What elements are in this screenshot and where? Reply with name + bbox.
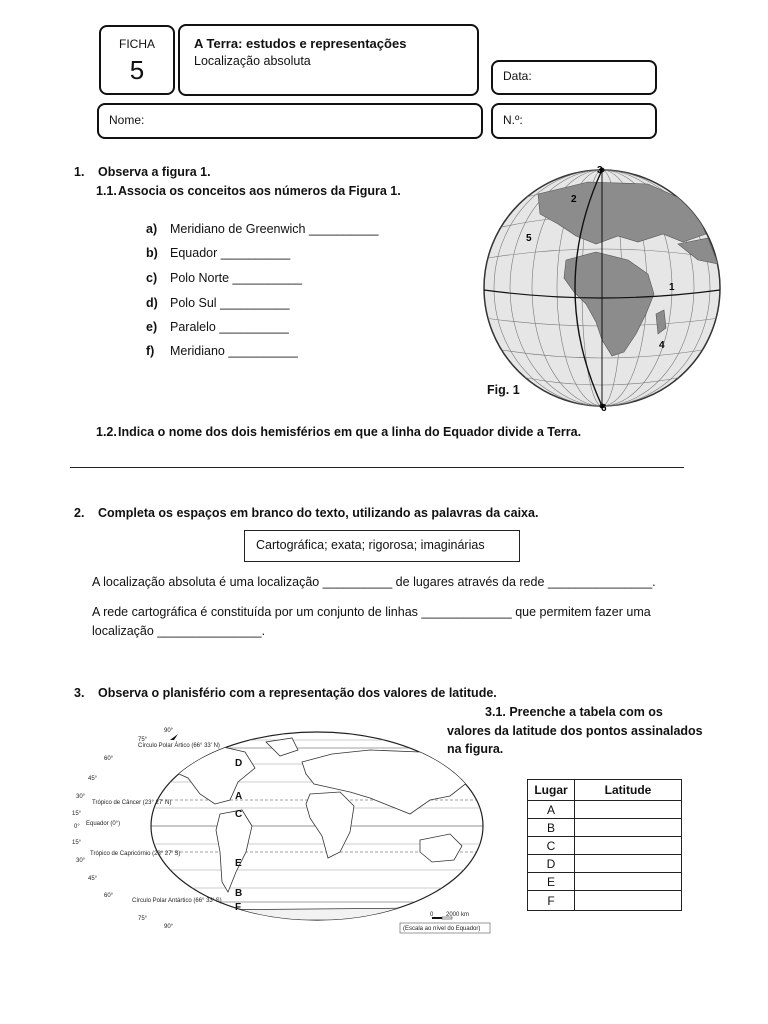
table-row bbox=[528, 837, 682, 855]
lat-label: 75° bbox=[138, 916, 148, 922]
option-f bbox=[146, 344, 298, 358]
latitude-cell[interactable] bbox=[575, 873, 682, 891]
option-letter: e) bbox=[146, 320, 158, 334]
q1-1-text: Associa os conceitos aos números da Figura 1. bbox=[118, 184, 401, 198]
latitude-cell[interactable] bbox=[575, 837, 682, 855]
lat-label: 60° bbox=[104, 893, 114, 899]
table-row bbox=[528, 891, 682, 911]
point-label: F bbox=[235, 902, 242, 913]
globe-label-1: 1 bbox=[669, 282, 675, 293]
latitude-cell[interactable] bbox=[575, 891, 682, 911]
ficha-number: 5 bbox=[129, 55, 145, 85]
q2-paragraph-2-line-1: A rede cartográfica é constituída por um conjunto de linhas _____________ que permitem fazer uma bbox=[92, 605, 651, 619]
latitude-table bbox=[527, 779, 682, 911]
option-e bbox=[146, 320, 289, 334]
q2-number: 2. bbox=[74, 506, 85, 520]
q3-1-line-2: valores da latitude dos pontos assinalados bbox=[447, 724, 703, 738]
name-label: Nome: bbox=[109, 113, 145, 127]
option-letter: b) bbox=[146, 246, 158, 260]
word-box bbox=[244, 530, 520, 562]
scale-note: (Escala ao nível do Equador) bbox=[403, 926, 481, 932]
q1-2-heading bbox=[96, 425, 581, 439]
q3-1-line-3: na figura. bbox=[447, 742, 504, 756]
option-b bbox=[146, 246, 290, 260]
globe-label-2: 2 bbox=[571, 194, 577, 205]
option-text: Meridiano __________ bbox=[170, 344, 298, 358]
lat-label: 90° bbox=[164, 924, 174, 930]
q1-1-number: 1.1. bbox=[96, 184, 117, 198]
scale-bar bbox=[432, 917, 442, 919]
number-field[interactable] bbox=[491, 103, 657, 139]
lat-label: 15° bbox=[72, 840, 82, 846]
word-box-text: Cartográfica; exata; rigorosa; imaginárias bbox=[256, 538, 485, 552]
latitude-cell[interactable] bbox=[575, 801, 682, 819]
lat-label: 30° bbox=[76, 858, 86, 864]
place-cell: C bbox=[528, 837, 575, 855]
parallel-label: Trópico de Câncer (23° 27' N) bbox=[92, 800, 172, 806]
scale-distance: 2000 km bbox=[446, 912, 470, 918]
date-field[interactable] bbox=[491, 60, 657, 95]
number-label: N.º: bbox=[503, 113, 523, 127]
q1-number: 1. bbox=[74, 165, 85, 179]
lat-label: 45° bbox=[88, 876, 98, 882]
table-row bbox=[528, 873, 682, 891]
option-c bbox=[146, 271, 302, 285]
lat-label: 75° bbox=[138, 737, 148, 743]
table-row bbox=[528, 801, 682, 819]
table-header-row bbox=[528, 780, 682, 801]
q3-1-text-1: Preenche a tabela com os bbox=[509, 705, 663, 719]
place-cell: B bbox=[528, 819, 575, 837]
latitude-cell[interactable] bbox=[575, 819, 682, 837]
point-label: D bbox=[235, 758, 243, 769]
lat-label: 0° bbox=[74, 824, 80, 830]
header-latitude: Latitude bbox=[575, 780, 682, 801]
q1-text: Observa a figura 1. bbox=[98, 165, 211, 179]
parallel-label: Círculo Polar Antártico (66° 33' S) bbox=[132, 898, 222, 904]
header-place: Lugar bbox=[528, 780, 575, 801]
q3-number: 3. bbox=[74, 686, 85, 700]
option-text: Polo Sul __________ bbox=[170, 296, 290, 310]
globe-label-3: 3 bbox=[597, 165, 603, 176]
lat-label: 45° bbox=[88, 776, 98, 782]
answer-line[interactable] bbox=[70, 467, 684, 468]
table-row bbox=[528, 855, 682, 873]
worksheet-title: A Terra: estudos e representações bbox=[194, 36, 407, 51]
parallel-label: Equador (0°) bbox=[86, 821, 121, 827]
q3-1-line-1 bbox=[485, 705, 663, 719]
option-text: Paralelo __________ bbox=[170, 320, 289, 334]
lat-label: 60° bbox=[104, 756, 114, 762]
place-cell: D bbox=[528, 855, 575, 873]
parallel-label: Círculo Polar Ártico (66° 33' N) bbox=[138, 743, 220, 749]
title-box bbox=[178, 24, 479, 96]
table-row bbox=[528, 819, 682, 837]
option-letter: c) bbox=[146, 271, 158, 285]
place-cell: A bbox=[528, 801, 575, 819]
latitude-cell[interactable] bbox=[575, 855, 682, 873]
lat-label: 30° bbox=[76, 794, 86, 800]
q3-text: Observa o planisfério com a representação dos valores de latitude. bbox=[98, 686, 497, 700]
q1-heading bbox=[74, 165, 211, 179]
option-letter: d) bbox=[146, 296, 158, 310]
q3-1-number: 3.1. bbox=[485, 705, 506, 719]
option-d bbox=[146, 296, 290, 310]
date-label: Data: bbox=[503, 69, 532, 83]
worksheet-subtitle: Localização absoluta bbox=[194, 54, 311, 68]
figure-caption: Fig. 1 bbox=[487, 383, 520, 397]
lat-label: 15° bbox=[72, 811, 82, 817]
option-text: Equador __________ bbox=[170, 246, 291, 260]
option-text: Meridiano de Greenwich __________ bbox=[170, 222, 379, 236]
globe-figure bbox=[478, 164, 728, 414]
point-label: E bbox=[235, 858, 242, 869]
option-letter: f) bbox=[146, 344, 155, 358]
option-a bbox=[146, 222, 378, 236]
north-arrow-icon bbox=[170, 734, 178, 740]
ficha-box bbox=[99, 25, 175, 95]
option-letter: a) bbox=[146, 222, 158, 236]
q1-1-heading bbox=[96, 184, 401, 198]
point-label: C bbox=[235, 809, 243, 820]
q3-heading bbox=[74, 686, 497, 700]
parallel-label: Trópico de Capricórnio (23° 27' S) bbox=[90, 851, 181, 857]
q2-paragraph-1: A localização absoluta é uma localização __________ de lugares através da rede _______________. bbox=[92, 575, 656, 589]
ficha-label: FICHA bbox=[119, 37, 155, 51]
q2-text: Completa os espaços em branco do texto, utilizando as palavras da caixa. bbox=[98, 506, 539, 520]
q2-paragraph-2-line-2: localização _______________. bbox=[92, 624, 266, 638]
world-map bbox=[70, 722, 496, 936]
globe-label-4: 4 bbox=[659, 340, 665, 351]
point-label: A bbox=[235, 791, 243, 802]
q1-2-text: Indica o nome dos dois hemisférios em que a linha do Equador divide a Terra. bbox=[118, 425, 582, 439]
point-label: B bbox=[235, 888, 243, 899]
q2-heading bbox=[74, 506, 538, 520]
globe-label-6: 6 bbox=[601, 403, 607, 414]
place-cell: E bbox=[528, 873, 575, 891]
scale-zero: 0 bbox=[430, 912, 434, 918]
q1-2-number: 1.2. bbox=[96, 425, 117, 439]
globe-label-5: 5 bbox=[526, 233, 532, 244]
place-cell: F bbox=[528, 891, 575, 911]
lat-label: 90° bbox=[164, 728, 174, 734]
name-field[interactable] bbox=[97, 103, 483, 139]
option-text: Polo Norte __________ bbox=[170, 271, 303, 285]
